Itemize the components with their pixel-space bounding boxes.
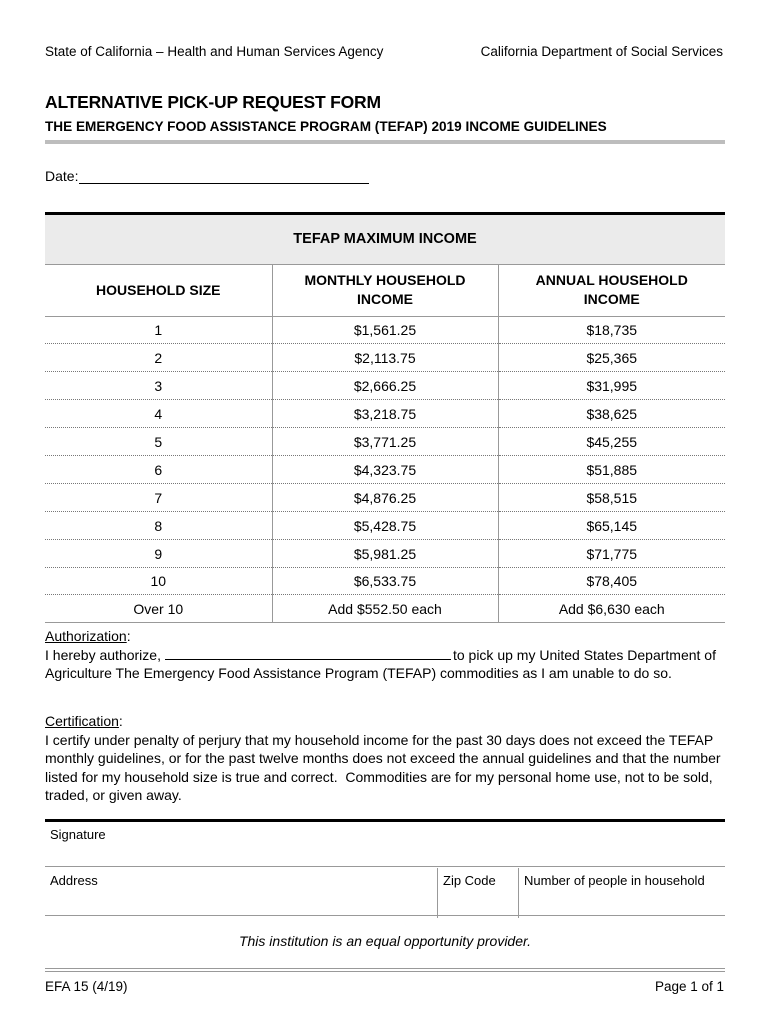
income-table bbox=[45, 212, 725, 623]
table-title: TEFAP MAXIMUM INCOME bbox=[45, 215, 725, 264]
household-size-cell: 6 bbox=[45, 455, 272, 483]
signature-block bbox=[45, 819, 725, 916]
monthly-income-cell: $4,323.75 bbox=[272, 455, 498, 483]
household-size-cell: 1 bbox=[45, 316, 272, 344]
monthly-income-cell: $2,113.75 bbox=[272, 344, 498, 372]
authorization-heading: Authorization bbox=[45, 628, 127, 644]
household-size-cell: 8 bbox=[45, 511, 272, 539]
annual-income-cell: $25,365 bbox=[498, 344, 725, 372]
signature-label: Signature bbox=[50, 827, 106, 842]
equal-opportunity-statement: This institution is an equal opportunity provider. bbox=[238, 933, 532, 949]
household-size-cell: 3 bbox=[45, 372, 272, 400]
monthly-income-cell: $1,561.25 bbox=[272, 316, 498, 344]
income-rows bbox=[45, 316, 725, 623]
monthly-income-cell: $3,218.75 bbox=[272, 400, 498, 428]
annual-income-cell: $45,255 bbox=[498, 428, 725, 456]
agency-name: State of California – Health and Human Services Agency bbox=[45, 44, 384, 59]
form-subtitle: THE EMERGENCY FOOD ASSISTANCE PROGRAM (TEFAP) 2019 INCOME GUIDELINES bbox=[45, 119, 607, 134]
table-row bbox=[45, 316, 725, 344]
monthly-income-cell: Add $552.50 each bbox=[272, 595, 498, 623]
annual-income-cell: $51,885 bbox=[498, 455, 725, 483]
column-header-household-size: HOUSEHOLD SIZE bbox=[45, 264, 272, 316]
monthly-income-cell: $3,771.25 bbox=[272, 428, 498, 456]
table-row bbox=[45, 483, 725, 511]
date-row bbox=[45, 168, 369, 184]
column-header-annual-income bbox=[498, 264, 725, 316]
household-count-field[interactable] bbox=[518, 868, 725, 918]
monthly-income-cell: $5,981.25 bbox=[272, 539, 498, 567]
annual-income-cell: $58,515 bbox=[498, 483, 725, 511]
table-row bbox=[45, 344, 725, 372]
title-divider bbox=[45, 140, 725, 144]
form-id: EFA 15 (4/19) bbox=[45, 979, 128, 994]
page-number: Page 1 of 1 bbox=[654, 979, 724, 994]
signature-field[interactable] bbox=[45, 822, 725, 867]
date-label: Date: bbox=[45, 168, 79, 184]
annual-income-cell: $38,625 bbox=[498, 400, 725, 428]
monthly-income-cell: $2,666.25 bbox=[272, 372, 498, 400]
household-count-label: Number of people in household bbox=[524, 873, 705, 888]
table-row bbox=[45, 539, 725, 567]
certification-text: I certify under penalty of perjury that my household income for the past 30 days does not exceed the TEFAP monthly guidelines, or for the past twelve months does not exceed the annual guidelines and that the number listed for my household size is true and correct. Commodities are for my personal home use, not to be sold, traded, or given away. bbox=[45, 731, 725, 803]
authorization-text bbox=[45, 646, 725, 683]
table-row bbox=[45, 372, 725, 400]
annual-income-cell: $31,995 bbox=[498, 372, 725, 400]
table-row bbox=[45, 511, 725, 539]
monthly-income-cell: $4,876.25 bbox=[272, 483, 498, 511]
column-header-monthly-income bbox=[272, 264, 498, 316]
authorization-section: Authorization: I hereby authorize, to pick up my United States Department of Agriculture The Emergency Food Assistance Program (TEFAP) commodities as I am unable to do so. bbox=[45, 627, 725, 683]
certification-section: Certification: I certify under penalty of perjury that my household income for the past 30 days does not exceed the TEFAP monthly guidelines, or for the past twelve months does not exceed the annual guidelines and that the number listed for my household size is true and correct. Commodities are for my personal home use, not to be sold, traded, or given away. bbox=[45, 713, 725, 803]
household-size-cell: 4 bbox=[45, 400, 272, 428]
department-name: California Department of Social Services bbox=[480, 44, 723, 59]
certification-heading: Certification bbox=[45, 713, 119, 729]
annual-income-cell: $65,145 bbox=[498, 511, 725, 539]
monthly-income-cell: $5,428.75 bbox=[272, 511, 498, 539]
authorization-text-before: I hereby authorize, bbox=[45, 646, 161, 663]
authorization-text-after: to pick up my United States Department of Agriculture The Emergency Food Assistance Program (TEFAP) commodities as I am unable to do so. bbox=[45, 646, 716, 681]
date-field[interactable] bbox=[79, 168, 369, 184]
table-row bbox=[45, 455, 725, 483]
monthly-income-cell: $6,533.75 bbox=[272, 567, 498, 595]
annual-income-cell: $71,775 bbox=[498, 539, 725, 567]
address-label: Address bbox=[50, 873, 98, 888]
form-title: ALTERNATIVE PICK-UP REQUEST FORM bbox=[45, 92, 381, 112]
column-header-monthly-income-text: MONTHLY HOUSEHOLD INCOME bbox=[304, 272, 466, 307]
household-size-cell: 5 bbox=[45, 428, 272, 456]
column-header-annual-income-text: ANNUAL HOUSEHOLD INCOME bbox=[535, 272, 688, 307]
table-row bbox=[45, 567, 725, 595]
table-row bbox=[45, 428, 725, 456]
annual-income-cell: Add $6,630 each bbox=[498, 595, 725, 623]
footer-divider bbox=[45, 968, 725, 972]
authorized-person-field[interactable] bbox=[165, 646, 451, 660]
household-size-cell: 9 bbox=[45, 539, 272, 567]
household-size-cell: 10 bbox=[45, 567, 272, 595]
zip-code-label: Zip Code bbox=[443, 873, 496, 888]
household-size-cell: 7 bbox=[45, 483, 272, 511]
table-row bbox=[45, 595, 725, 623]
zip-code-field[interactable] bbox=[437, 868, 518, 918]
table-row bbox=[45, 400, 725, 428]
annual-income-cell: $18,735 bbox=[498, 316, 725, 344]
annual-income-cell: $78,405 bbox=[498, 567, 725, 595]
household-size-cell: 2 bbox=[45, 344, 272, 372]
address-field[interactable] bbox=[45, 868, 437, 918]
household-size-cell: Over 10 bbox=[45, 595, 272, 623]
